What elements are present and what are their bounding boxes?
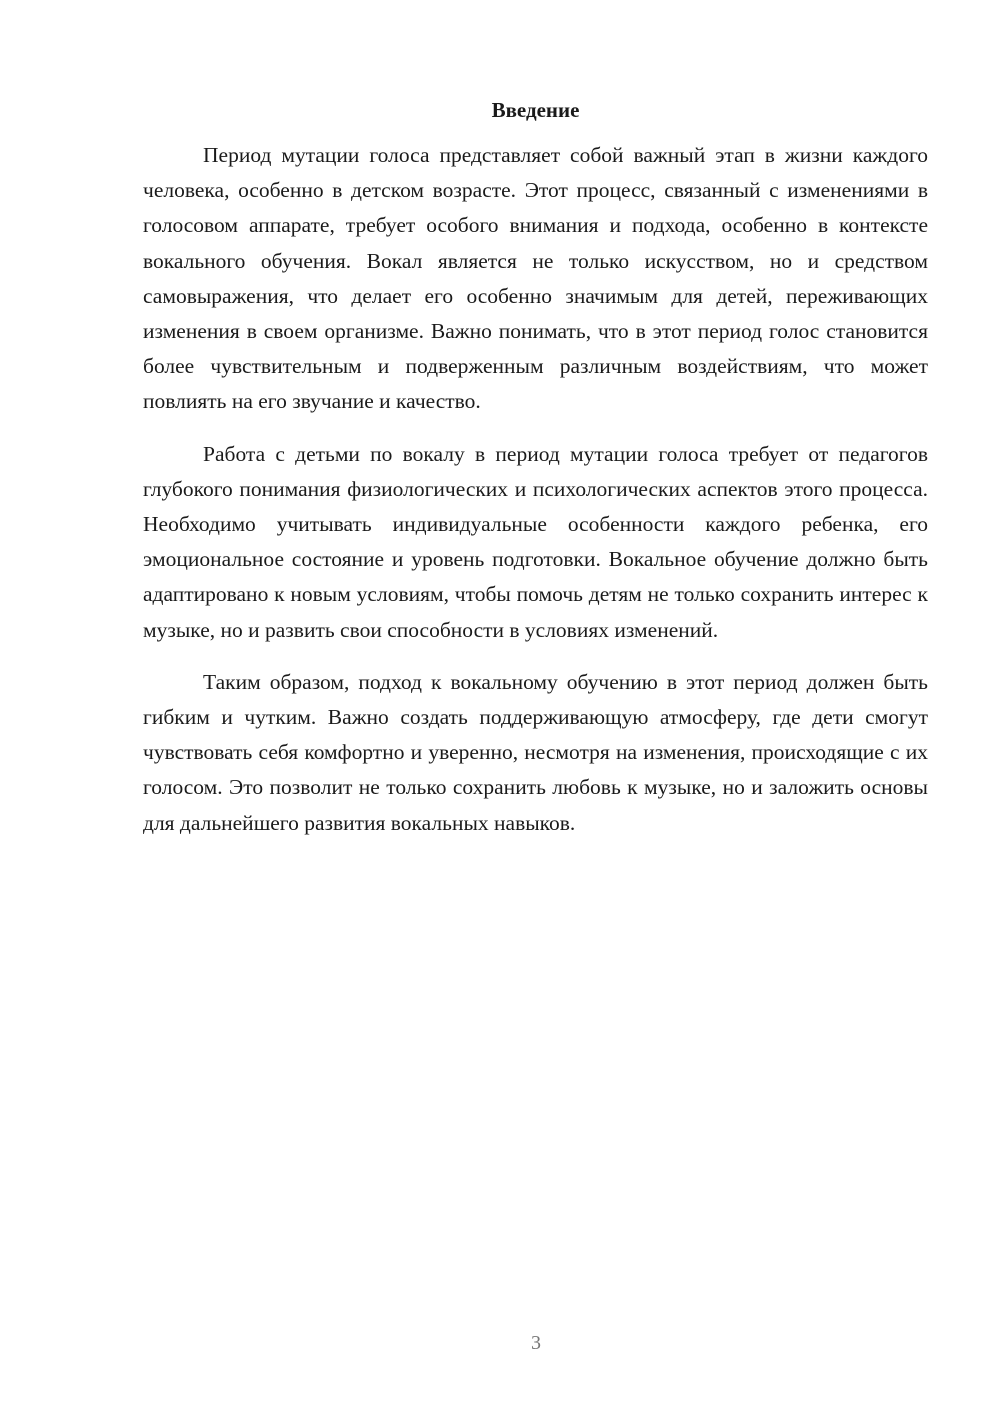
page-content: [143, 92, 928, 858]
page-number: 3: [531, 1332, 541, 1354]
section-title: Введение: [491, 98, 580, 122]
paragraph-3: Таким образом, подход к вокальному обучению в этот период должен быть гибким и чутким. Важно создать поддерживающую атмосферу, где дети смогут чувствовать себя комфортно и уверенно, несмотря на изменения, происходящие с их голосом. Это позволит не только сохранить любовь к музыке, но и заложить основы для дальнейшего развития вокальных навыков.: [143, 669, 928, 835]
paragraph-1: Период мутации голоса представляет собой важный этап в жизни каждого человека, особенно в детском возрасте. Этот процесс, связанный с изменениями в голосовом аппарате, требует особого внимания и подхода, особенно в контексте вокального обучения. Вокал является не только искусством, но и средством самовыражения, что делает его особенно значимым для детей, переживающих изменения в своем организме. Важно понимать, что в этот период голос становится более чувствительным и подверженным различным воздействиям, что может повлиять на его звучание и качество.: [143, 143, 928, 414]
paragraph-2: Работа с детьми по вокалу в период мутации голоса требует от педагогов глубокого понимания физиологических и психологических аспектов этого процесса. Необходимо учитывать индивидуальные особенности каждого ребенка, его эмоциональное состояние и уровень подготовки. Вокальное обучение должно быть адаптировано к новым условиям, чтобы помочь детям не только сохранить интерес к музыке, но и развить свои способности в условиях изменений.: [143, 441, 928, 642]
